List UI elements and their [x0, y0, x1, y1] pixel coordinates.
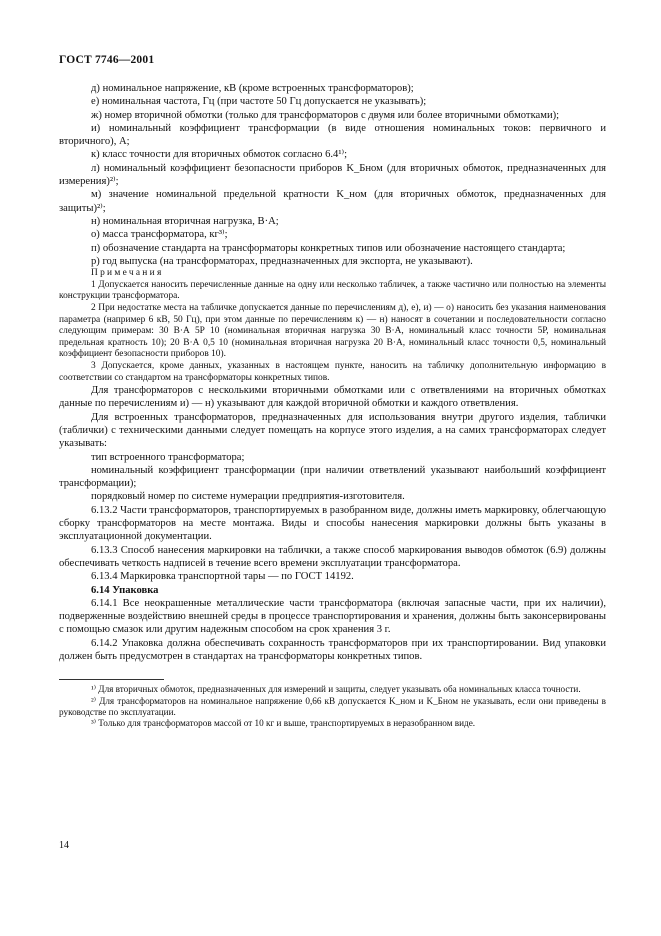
list-item: и) номинальный коэффициент трансформации (в виде отношения номинальных токов: первичного и вторичного), А;: [59, 122, 606, 148]
footnote-divider: [59, 679, 164, 680]
footnote: ²⁾ Для трансформаторов на номинальное напряжение 0,66 кВ допускается K_ном и K_Бном не указывать, если они приведены в руководстве по эксплуатации.: [59, 695, 606, 717]
document-header: ГОСТ 7746—2001: [59, 54, 155, 66]
paragraph: 6.13.3 Способ нанесения маркировки на таблички, а также способ маркирования выводов обмоток (6.9) должны обеспечивать четкость надписей в течение всего времени эксплуатации трансформатора.: [59, 544, 606, 569]
list-item: к) класс точности для вторичных обмоток согласно 6.4¹⁾;: [91, 149, 348, 161]
paragraph: номинальный коэффициент трансформации (при наличии ответвлений указывают наибольший коэффициент трансформации);: [59, 464, 606, 490]
paragraph: тип встроенного трансформатора;: [91, 451, 245, 463]
note-item: 2 При недостатке места на табличке допускается данные по перечислениям д), е), и) — о) наносить без указания наименования параметра (например 6 кВ, 50 Гц), при этом данные по перечислениям к) — н) наносят в сочетании и последовательности согласно следующим примерам: 30 В·А 5Р 10 (номинальная вторичная нагрузка 30 В·А, номинальный класс точности 5Р, номинальная предельная кратность 10); 20 В·А 0,5 10 (номинальная вторичная нагрузка 20 В·А, номинальный класс точности 0,5, номинальный коэффициент безопасности приборов 10).: [59, 302, 606, 360]
note-item: 3 Допускается, кроме данных, указанных в настоящем пункте, наносить на табличку дополнительную информацию в соответствии со стандартом на трансформаторы конкретных типов.: [59, 360, 606, 383]
list-item: р) год выпуска (на трансформаторах, предназначенных для экспорта, не указывают).: [91, 255, 473, 267]
paragraph: Для трансформаторов с несколькими вторичными обмотками или с ответвлениями на вторичных обмотках данные по перечислениям и) — н) указывают для каждой вторичной обмотки и каждого ответвления.: [59, 385, 606, 410]
list-item: м) значение номинальной предельной кратности K_ном (для вторичных обмоток, предназначенных для защиты)²⁾;: [59, 189, 606, 214]
page-number: 14: [59, 840, 69, 851]
list-item: п) обозначение стандарта на трансформаторы конкретных типов или обозначение настоящего стандарта;: [91, 242, 566, 254]
note-item: 1 Допускается наносить перечисленные данные на одну или несколько табличек, а также частично или полностью на элементы конструкции трансформатора.: [59, 279, 606, 302]
list-item: н) номинальная вторичная нагрузка, В·А;: [91, 215, 279, 227]
paragraph: 6.13.2 Части трансформаторов, транспортируемых в разобранном виде, должны иметь маркировку, облегчающую сборку трансформаторов на месте монтажа. Виды и способы нанесения маркировки должны быть указаны в эксплуатационной документации.: [59, 504, 606, 543]
list-item: е) номинальная частота, Гц (при частоте 50 Гц допускается не указывать);: [91, 96, 427, 108]
list-item: л) номинальный коэффициент безопасности приборов K_Бном (для вторичных обмоток, предназначенных для измерения)²⁾;: [59, 162, 606, 188]
section-heading: 6.14 Упаковка: [91, 584, 159, 596]
list-item: ж) номер вторичной обмотки (только для трансформаторов с двумя или более вторичными обмотками);: [91, 109, 560, 121]
footnote: ¹⁾ Для вторичных обмоток, предназначенных для измерений и защиты, следует указывать оба номинальных класса точности.: [91, 684, 581, 695]
paragraph: порядковый номер по системе нумерации предприятия-изготовителя.: [91, 491, 405, 503]
page-content: [59, 82, 606, 729]
notes-title: Примечания: [91, 268, 164, 279]
paragraph: Для встроенных трансформаторов, предназначенных для использования внутри другого изделия, таблички (таблички) с техническими данными следует помещать на корпусе этого изделия, а на самих трансформаторах следует указывать:: [59, 411, 606, 450]
footnote: ³⁾ Только для трансформаторов массой от 10 кг и выше, транспортируемых в неразобранном виде.: [91, 717, 476, 728]
paragraph: 6.13.4 Маркировка транспортной тары — по ГОСТ 14192.: [91, 571, 354, 583]
list-item: д) номинальное напряжение, кВ (кроме встроенных трансформаторов);: [91, 83, 414, 94]
section-paragraph: 6.14.2 Упаковка должна обеспечивать сохранность трансформаторов при их транспортировании. Вид упаковки должен быть предусмотрен в стандартах на трансформаторы конкретных типов.: [59, 637, 606, 663]
list-item: о) масса трансформатора, кг³⁾;: [91, 229, 228, 241]
section-paragraph: 6.14.1 Все неокрашенные металлические части трансформатора (включая запасные части, при их наличии), подверженные воздействию внешней среды в процессе транспортирования и хранения, должны быть законсервированы с помощью смазок или другим надежным способом на срок хранения 3 г.: [59, 597, 606, 636]
